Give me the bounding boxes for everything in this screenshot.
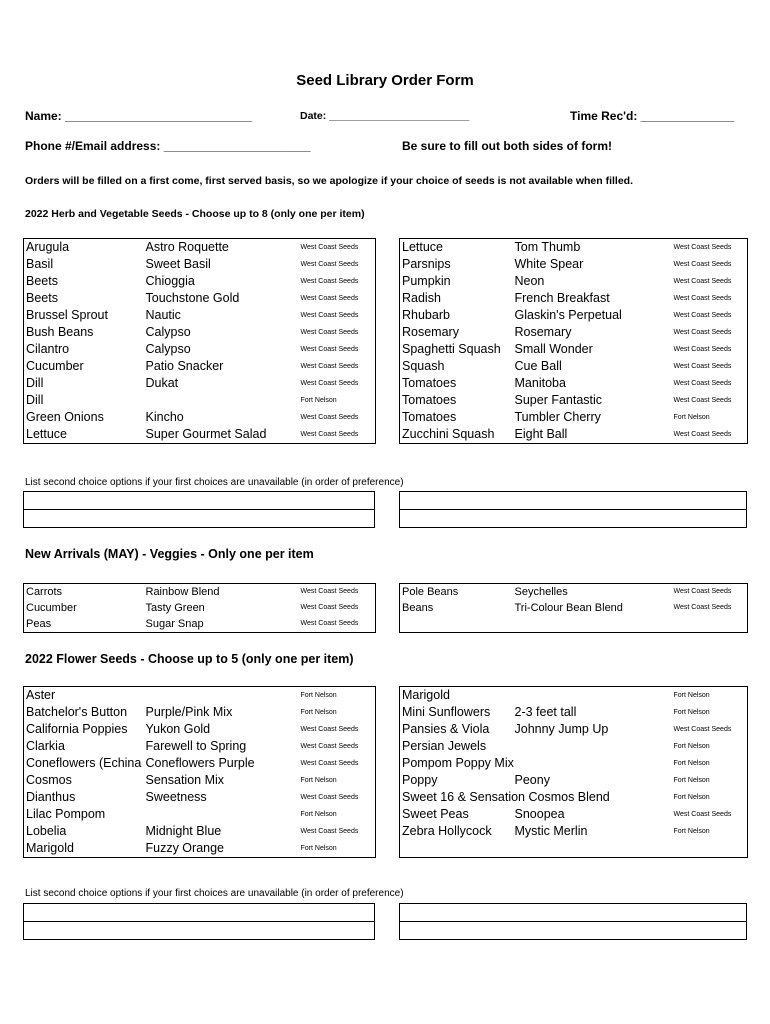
seed-name: Mini Sunflowers — [402, 705, 491, 719]
second-choice-line[interactable] — [24, 904, 374, 922]
seed-variety: Fuzzy Orange — [145, 841, 225, 855]
seed-name: Dill — [26, 376, 44, 390]
seed-variety — [144, 687, 299, 705]
seed-variety: French Breakfast — [514, 291, 610, 305]
seed-variety: Chioggia — [145, 274, 195, 288]
seed-name: Aster — [26, 688, 56, 702]
seed-name — [400, 616, 513, 633]
seed-variety — [513, 738, 672, 755]
seed-variety: Tom Thumb — [514, 240, 581, 254]
seed-name: Radish — [402, 291, 441, 305]
second-choice-label: List second choice options if your first choices are unavailable (in order of preference) — [25, 477, 404, 488]
seed-row — [24, 704, 376, 721]
seed-variety: Neon — [514, 274, 545, 288]
seed-variety: Rosemary — [514, 325, 572, 339]
seed-source: West Coast Seeds — [673, 244, 732, 251]
seed-row — [24, 687, 376, 705]
seed-variety — [144, 806, 299, 823]
seed-row — [24, 806, 376, 823]
seed-name: Pansies & Viola — [402, 722, 490, 736]
flower-table-left — [23, 686, 376, 858]
seed-variety: Tumbler Cherry — [514, 410, 601, 424]
new-arrivals-table-left — [23, 583, 376, 633]
seed-variety: Small Wonder — [514, 342, 593, 356]
seed-name: Tomatoes — [402, 376, 457, 390]
seed-variety: Johnny Jump Up — [514, 722, 609, 736]
seed-variety: Rainbow Blend — [145, 586, 220, 598]
seed-name: Zebra Hollycock — [402, 824, 492, 838]
seed-source: West Coast Seeds — [300, 244, 359, 251]
seed-source: West Coast Seeds — [300, 760, 359, 767]
seed-source: West Coast Seeds — [673, 588, 732, 595]
seed-row — [24, 738, 376, 755]
seed-source: West Coast Seeds — [673, 261, 732, 268]
seed-source: West Coast Seeds — [673, 431, 732, 438]
seed-source: West Coast Seeds — [300, 312, 359, 319]
seed-row — [400, 273, 748, 290]
seed-row — [400, 584, 748, 601]
seed-row — [24, 789, 376, 806]
seed-row — [400, 616, 748, 633]
seed-name: Lettuce — [402, 240, 444, 254]
seed-row — [400, 290, 748, 307]
seed-row — [24, 239, 376, 257]
seed-row — [24, 341, 376, 358]
seed-variety: Glaskin's Perpetual — [514, 308, 622, 322]
seed-row — [400, 239, 748, 257]
seed-row — [400, 358, 748, 375]
seed-row — [24, 392, 376, 409]
time-received-field[interactable]: Time Rec'd: ______________ — [570, 109, 735, 123]
seed-row — [24, 358, 376, 375]
seed-variety: 2-3 feet tall — [514, 705, 577, 719]
seed-row — [24, 409, 376, 426]
seed-source: West Coast Seeds — [300, 380, 359, 387]
seed-name: Brussel Sprout — [26, 308, 108, 322]
seed-variety: Nautic — [145, 308, 181, 322]
seed-source: West Coast Seeds — [300, 278, 359, 285]
seed-variety: Snoopea — [514, 807, 565, 821]
seed-row — [24, 256, 376, 273]
seed-name: Cucumber — [26, 602, 77, 614]
seed-source: Fort Nelson — [673, 692, 710, 699]
seed-variety: Peony — [514, 773, 550, 787]
seed-source: West Coast Seeds — [673, 329, 732, 336]
seed-source: West Coast Seeds — [300, 726, 359, 733]
seed-row — [400, 772, 748, 789]
seed-row — [400, 806, 748, 823]
seed-row — [24, 772, 376, 789]
seed-variety: Sensation Mix — [145, 773, 225, 787]
date-field[interactable]: Date: ________________________ — [300, 110, 470, 122]
seed-source: West Coast Seeds — [300, 295, 359, 302]
flower-section-heading: 2022 Flower Seeds - Choose up to 5 (only one per item) — [25, 652, 354, 666]
seed-row — [24, 840, 376, 858]
seed-row — [400, 721, 748, 738]
seed-variety: Sweetness — [145, 790, 207, 804]
seed-name: Lettuce — [26, 427, 68, 441]
seed-variety: Tri-Colour Bean Blend — [514, 602, 623, 614]
seed-name: Batchelor's Button — [26, 705, 128, 719]
order-notice: Orders will be filled on a first come, first served basis, so we apologize if your choice of seeds is not available when filled. — [25, 175, 634, 187]
seed-name: Persian Jewels — [402, 739, 487, 753]
seed-variety: Midnight Blue — [145, 824, 222, 838]
seed-name: Dianthus — [26, 790, 76, 804]
new-arrivals-heading: New Arrivals (MAY) - Veggies - Only one per item — [25, 547, 314, 561]
second-choice-line[interactable] — [400, 904, 746, 922]
seed-row — [24, 290, 376, 307]
seed-source: West Coast Seeds — [673, 312, 732, 319]
name-field[interactable]: Name: ____________________________ — [25, 109, 252, 123]
seed-row — [24, 600, 376, 616]
seed-name: Sweet 16 & Sensation Cosmos Blend — [402, 790, 610, 804]
seed-name: Pole Beans — [402, 586, 459, 598]
second-choice-box-left[interactable] — [23, 491, 375, 528]
seed-name: Beets — [26, 274, 58, 288]
seed-name: Rosemary — [402, 325, 459, 339]
seed-variety: Mystic Merlin — [514, 824, 588, 838]
seed-variety: Touchstone Gold — [145, 291, 240, 305]
herb-table-right — [399, 238, 748, 444]
second-choice-line[interactable] — [24, 922, 374, 939]
seed-variety: Manitoba — [514, 376, 566, 390]
seed-source: West Coast Seeds — [300, 828, 359, 835]
seed-row — [400, 704, 748, 721]
second-choice-box-right[interactable] — [399, 491, 747, 528]
seed-variety: Dukat — [145, 376, 179, 390]
seed-source: West Coast Seeds — [673, 604, 732, 611]
seed-variety: Astro Roquette — [145, 240, 229, 254]
seed-row — [400, 789, 748, 806]
seed-name: Rhubarb — [402, 308, 450, 322]
seed-source: Fort Nelson — [300, 845, 337, 852]
seed-row — [24, 616, 376, 633]
seed-source: West Coast Seeds — [300, 431, 359, 438]
seed-name: Beets — [26, 291, 58, 305]
phone-email-field[interactable]: Phone #/Email address: ______________________ — [25, 139, 311, 153]
seed-source: West Coast Seeds — [673, 397, 732, 404]
seed-source: Fort Nelson — [673, 828, 710, 835]
flower-second-choice-box-right[interactable] — [399, 903, 747, 940]
seed-row — [24, 584, 376, 601]
seed-row — [400, 738, 748, 755]
seed-variety — [513, 616, 672, 633]
seed-row — [400, 687, 748, 705]
second-choice-line[interactable] — [400, 922, 746, 939]
seed-source: Fort Nelson — [300, 811, 337, 818]
seed-source: West Coast Seeds — [673, 346, 732, 353]
seed-variety — [513, 840, 672, 858]
second-choice-line[interactable] — [400, 492, 746, 510]
seed-source: Fort Nelson — [673, 414, 710, 421]
seed-row — [24, 273, 376, 290]
seed-name: Cosmos — [26, 773, 72, 787]
seed-row — [400, 375, 748, 392]
seed-source: West Coast Seeds — [673, 278, 732, 285]
seed-source: West Coast Seeds — [300, 414, 359, 421]
seed-source: West Coast Seeds — [300, 261, 359, 268]
seed-row — [400, 324, 748, 341]
seed-variety: Kincho — [145, 410, 184, 424]
seed-row — [24, 426, 376, 444]
seed-source: Fort Nelson — [673, 794, 710, 801]
seed-name: Lobelia — [26, 824, 67, 838]
seed-row — [400, 600, 748, 616]
seed-name: Tomatoes — [402, 410, 457, 424]
seed-row — [400, 426, 748, 444]
seed-name: Spaghetti Squash — [402, 342, 501, 356]
seed-variety: Coneflowers Purple — [145, 756, 255, 770]
seed-row — [24, 755, 376, 772]
seed-source: West Coast Seeds — [673, 811, 732, 818]
seed-source: Fort Nelson — [300, 709, 337, 716]
seed-variety: Patio Snacker — [145, 359, 224, 373]
seed-source: Fort Nelson — [300, 692, 337, 699]
seed-source: Fort Nelson — [300, 777, 337, 784]
seed-source: West Coast Seeds — [300, 329, 359, 336]
seed-source: Fort Nelson — [673, 760, 710, 767]
seed-name: Pompom Poppy Mix — [402, 756, 514, 770]
seed-name: Squash — [402, 359, 445, 373]
seed-variety: Farewell to Spring — [145, 739, 247, 753]
seed-row — [400, 392, 748, 409]
seed-row — [400, 256, 748, 273]
seed-row — [24, 823, 376, 840]
seed-variety: Yukon Gold — [145, 722, 211, 736]
second-choice-line[interactable] — [24, 510, 374, 527]
seed-name: Arugula — [26, 240, 70, 254]
seed-source — [672, 840, 748, 858]
seed-name: Sweet Peas — [402, 807, 469, 821]
seed-variety: Super Fantastic — [514, 393, 603, 407]
seed-variety: Calypso — [145, 342, 191, 356]
seed-row — [24, 375, 376, 392]
herb-table-left — [23, 238, 376, 444]
seed-variety: Super Gourmet Salad — [145, 427, 267, 441]
seed-variety: Eight Ball — [514, 427, 568, 441]
flower-second-choice-box-left[interactable] — [23, 903, 375, 940]
seed-row — [24, 324, 376, 341]
seed-name: Zucchini Squash — [402, 427, 495, 441]
seed-source: Fort Nelson — [673, 777, 710, 784]
seed-source: West Coast Seeds — [673, 363, 732, 370]
seed-source: Fort Nelson — [673, 743, 710, 750]
seed-variety: Sugar Snap — [145, 618, 204, 630]
page-title: Seed Library Order Form — [296, 72, 474, 89]
seed-row — [400, 409, 748, 426]
second-choice-label-flowers: List second choice options if your first choices are unavailable (in order of preference) — [25, 888, 404, 899]
seed-name: Beans — [402, 602, 434, 614]
seed-source: West Coast Seeds — [300, 588, 359, 595]
seed-row — [24, 721, 376, 738]
seed-source: West Coast Seeds — [300, 604, 359, 611]
reminder-text: Be sure to fill out both sides of form! — [402, 139, 612, 153]
seed-name: Basil — [26, 257, 54, 271]
seed-name: Carrots — [26, 586, 63, 598]
seed-source: West Coast Seeds — [300, 794, 359, 801]
seed-source: West Coast Seeds — [673, 380, 732, 387]
seed-variety: Purple/Pink Mix — [145, 705, 233, 719]
seed-name: Cucumber — [26, 359, 84, 373]
seed-name: Poppy — [402, 773, 438, 787]
seed-source: Fort Nelson — [673, 709, 710, 716]
seed-variety: Tasty Green — [145, 602, 205, 614]
seed-variety: Seychelles — [514, 586, 568, 598]
seed-variety: White Spear — [514, 257, 584, 271]
seed-source: West Coast Seeds — [300, 620, 359, 627]
seed-name: Peas — [26, 618, 52, 630]
second-choice-line[interactable] — [24, 492, 374, 510]
seed-source — [672, 616, 748, 633]
seed-name: Marigold — [26, 841, 74, 855]
seed-source: West Coast Seeds — [300, 743, 359, 750]
seed-name: Clarkia — [26, 739, 65, 753]
seed-name: Dill — [26, 393, 44, 407]
seed-variety — [144, 392, 299, 409]
seed-variety: Cue Ball — [514, 359, 562, 373]
seed-source: West Coast Seeds — [673, 726, 732, 733]
seed-source: West Coast Seeds — [300, 363, 359, 370]
seed-variety — [513, 755, 672, 772]
seed-name: Lilac Pompom — [26, 807, 106, 821]
seed-row — [400, 840, 748, 858]
seed-name: Bush Beans — [26, 325, 94, 339]
seed-source: West Coast Seeds — [300, 346, 359, 353]
seed-row — [24, 307, 376, 324]
seed-variety — [513, 687, 672, 705]
seed-name: Green Onions — [26, 410, 104, 424]
seed-name — [400, 840, 513, 858]
seed-variety: Sweet Basil — [145, 257, 211, 271]
seed-name: Coneflowers (Echina — [26, 756, 142, 770]
seed-source: West Coast Seeds — [673, 295, 732, 302]
seed-name: California Poppies — [26, 722, 128, 736]
second-choice-line[interactable] — [400, 510, 746, 527]
seed-name: Pumpkin — [402, 274, 451, 288]
seed-name: Tomatoes — [402, 393, 457, 407]
seed-source: Fort Nelson — [300, 397, 337, 404]
seed-row — [400, 307, 748, 324]
herb-section-heading: 2022 Herb and Vegetable Seeds - Choose up to 8 (only one per item) — [25, 208, 365, 220]
seed-name: Cilantro — [26, 342, 70, 356]
seed-name: Marigold — [402, 688, 450, 702]
seed-row — [400, 755, 748, 772]
new-arrivals-table-right — [399, 583, 748, 633]
seed-row — [400, 823, 748, 840]
seed-variety: Calypso — [145, 325, 191, 339]
seed-name: Parsnips — [402, 257, 451, 271]
flower-table-right — [399, 686, 748, 858]
seed-row — [400, 341, 748, 358]
